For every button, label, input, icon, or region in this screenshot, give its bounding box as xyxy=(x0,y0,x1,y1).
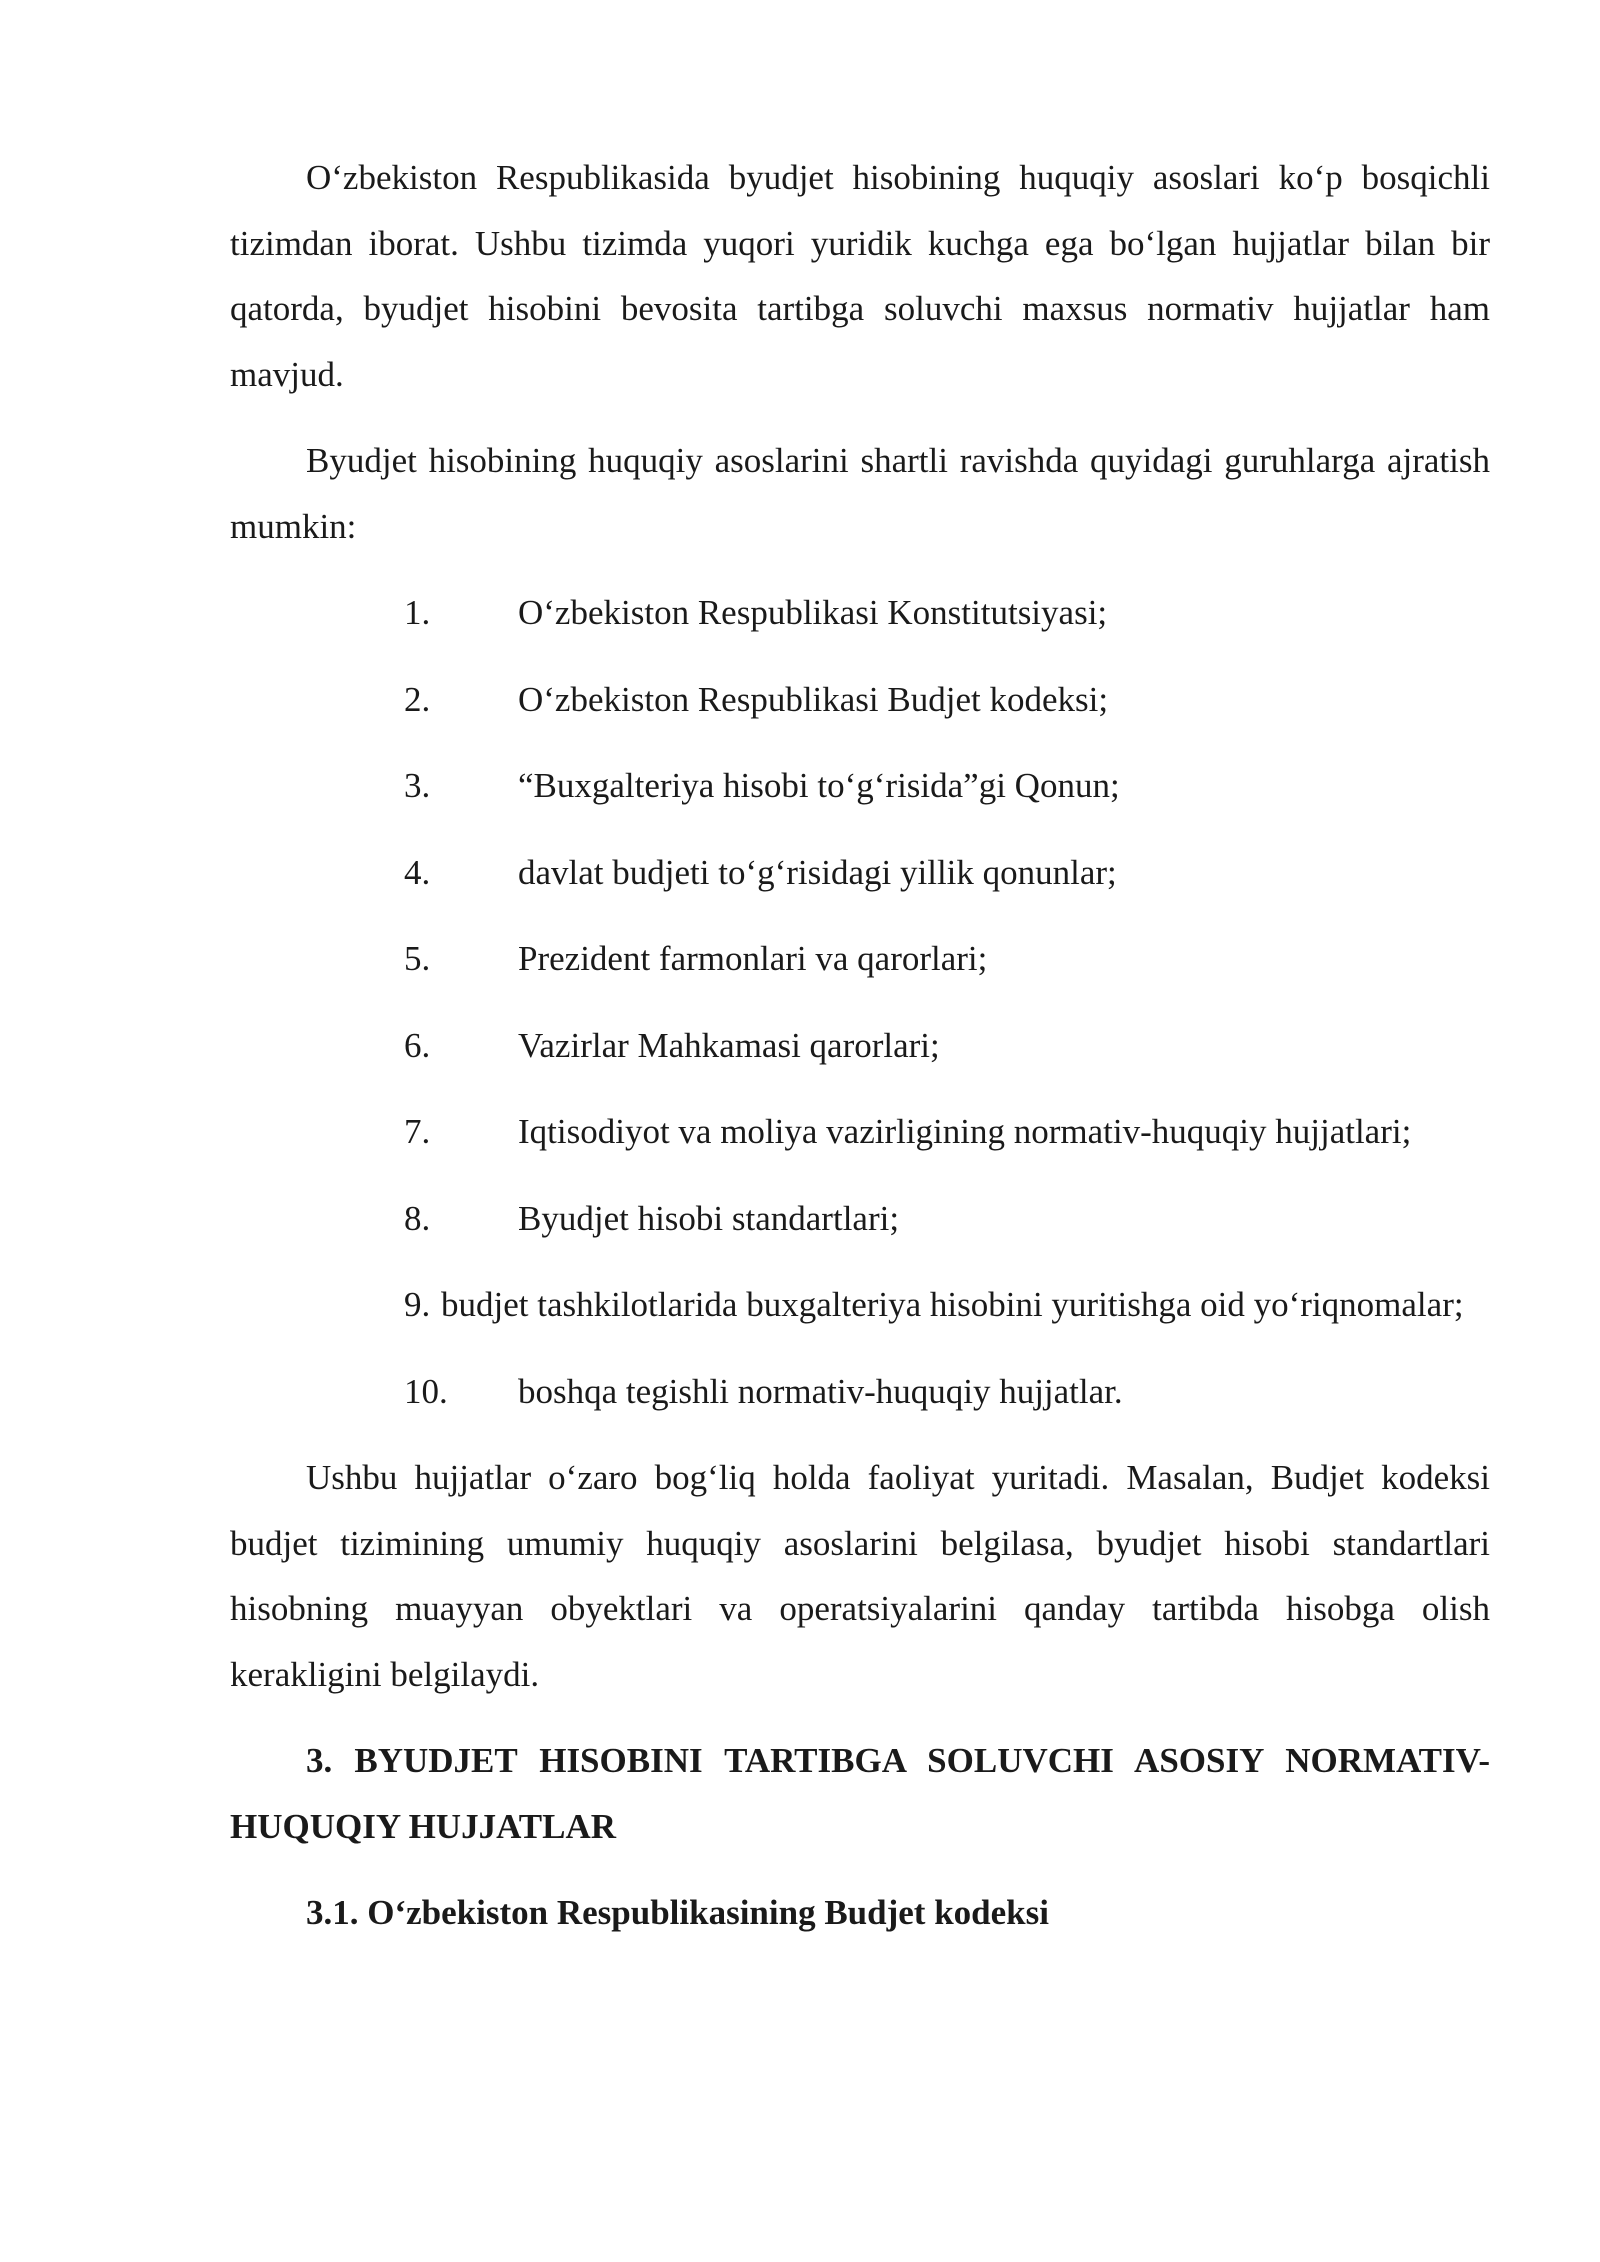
list-item xyxy=(230,926,1490,992)
list-item-text: boshqa tegishli normativ-huquqiy hujjatlar. xyxy=(518,1371,1123,1411)
list-item xyxy=(230,580,1490,646)
list-item-number: 9. xyxy=(404,1285,431,1324)
section-heading: 3. BYUDJET HISOBINI TARTIBGA SOLUVCHI ASOSIY NORMATIV-HUQUQIY HUJJATLAR xyxy=(230,1741,1490,1846)
list-item-number: 1. xyxy=(404,593,431,632)
list-item xyxy=(230,840,1490,906)
list-item-number: 8. xyxy=(404,1198,431,1238)
list-item-text: davlat budjeti to‘g‘risidagi yillik qonunlar; xyxy=(518,852,1117,892)
list-item-number: 5. xyxy=(404,939,431,978)
list-item xyxy=(230,667,1490,733)
list-item-text: O‘zbekiston Respublikasi Konstitutsiyasi; xyxy=(518,593,1108,632)
list-item-text: Prezident farmonlari va qarorlari; xyxy=(518,939,988,978)
list-item-number: 4. xyxy=(404,852,431,892)
closing-paragraph: Ushbu hujjatlar o‘zaro bog‘liq holda faoliyat yuritadi. Masalan, Budjet kodeksi budjet tizimining umumiy huquqiy asoslarini belgilasa, byudjet hisobi standartlari hisobning muayyan obyektlari va operatsiyalarini qanday tartibda hisobga olish kerakligini belgilaydi. xyxy=(230,1458,1490,1694)
document-page xyxy=(230,145,1490,1946)
list-item-text: budjet tashkilotlarida buxgalteriya hisobini yuritishga oid yo‘riqnomalar; xyxy=(441,1285,1464,1324)
list-item xyxy=(230,753,1490,819)
list-item-text: O‘zbekiston Respublikasi Budjet kodeksi; xyxy=(518,679,1109,719)
groups-paragraph: Byudjet hisobining huquqiy asoslarini shartli ravishda quyidagi guruhlarga ajratish mumkin: xyxy=(230,441,1490,546)
list-item xyxy=(230,1099,1490,1165)
list-item xyxy=(230,1272,1490,1338)
subsection-heading: 3.1. O‘zbekiston Respublikasining Budjet kodeksi xyxy=(306,1893,1049,1932)
list-item xyxy=(230,1359,1490,1425)
list-item-number: 2. xyxy=(404,679,431,719)
list-item-text: Iqtisodiyot va moliya vazirligining normativ-huquqiy hujjatlari; xyxy=(518,1112,1412,1151)
legal-basis-list xyxy=(230,580,1490,1424)
list-item-text: “Buxgalteriya hisobi to‘g‘risida”gi Qonun; xyxy=(518,766,1120,805)
list-item-number: 7. xyxy=(404,1112,431,1151)
list-item-number: 3. xyxy=(404,766,431,805)
list-item-text: Vazirlar Mahkamasi qarorlari; xyxy=(518,1025,940,1065)
list-item-number: 6. xyxy=(404,1025,431,1065)
list-item xyxy=(230,1186,1490,1252)
list-item xyxy=(230,1013,1490,1079)
intro-paragraph: O‘zbekiston Respublikasida byudjet hisobining huquqiy asoslari ko‘p bosqichli tizimdan iborat. Ushbu tizimda yuqori yuridik kuchga ega bo‘lgan hujjatlar bilan bir qatorda, byudjet hisobini bevosita tartibga soluvchi maxsus normativ hujjatlar ham mavjud. xyxy=(230,158,1490,394)
list-item-number: 10. xyxy=(404,1371,448,1411)
list-item-text: Byudjet hisobi standartlari; xyxy=(518,1198,900,1238)
